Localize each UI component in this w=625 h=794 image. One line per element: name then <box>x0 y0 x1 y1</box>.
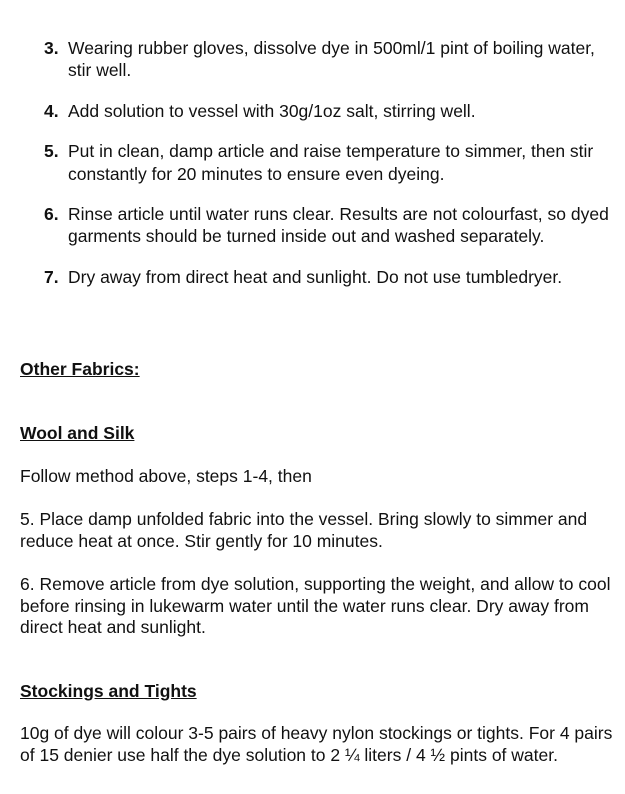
list-item <box>0 266 625 288</box>
step-text: Rinse article until water runs clear. Results are not colourfast, so dyed garments should be turned inside out and washed separately. <box>68 204 609 247</box>
step-number: 6. <box>44 204 59 225</box>
wool-silk-heading: Wool and Silk <box>20 423 135 443</box>
step-text: Wearing rubber gloves, dissolve dye in 500ml/1 pint of boiling water, stir well. <box>68 38 595 81</box>
list-item <box>0 100 625 122</box>
list-item <box>0 203 625 248</box>
other-fabrics-heading: Other Fabrics: <box>20 359 140 379</box>
step-text: Dry away from direct heat and sunlight. Do not use tumbledryer. <box>68 266 563 287</box>
step-number: 7. <box>44 266 59 287</box>
stockings-heading: Stockings and Tights <box>20 681 197 701</box>
wool-silk-intro: Follow method above, steps 1-4, then <box>20 466 312 486</box>
step-text: Put in clean, damp article and raise temperature to simmer, then stir constantly for 20 minutes to ensure even dyeing. <box>68 141 594 184</box>
step-number: 5. <box>44 141 59 162</box>
wool-silk-step-5: 5. Place damp unfolded fabric into the vessel. Bring slowly to simmer and reduce heat at once. Stir gently for 10 minutes. <box>20 509 588 551</box>
numbered-steps-list <box>0 37 625 306</box>
step-number: 4. <box>44 100 59 121</box>
wool-silk-step-6: 6. Remove article from dye solution, supporting the weight, and allow to cool before rinsing in lukewarm water until the water runs clear. Dry away from direct heat and sunlight. <box>20 574 611 638</box>
step-number: 3. <box>44 38 59 58</box>
stockings-text: 10g of dye will colour 3-5 pairs of heavy nylon stockings or tights. For 4 pairs of 15 denier use half the dye solution to 2 ¼ liters / 4 ½ pints of water. <box>20 723 613 765</box>
list-item <box>0 140 625 185</box>
list-item <box>0 37 625 82</box>
step-text: Add solution to vessel with 30g/1oz salt, stirring well. <box>68 100 476 121</box>
